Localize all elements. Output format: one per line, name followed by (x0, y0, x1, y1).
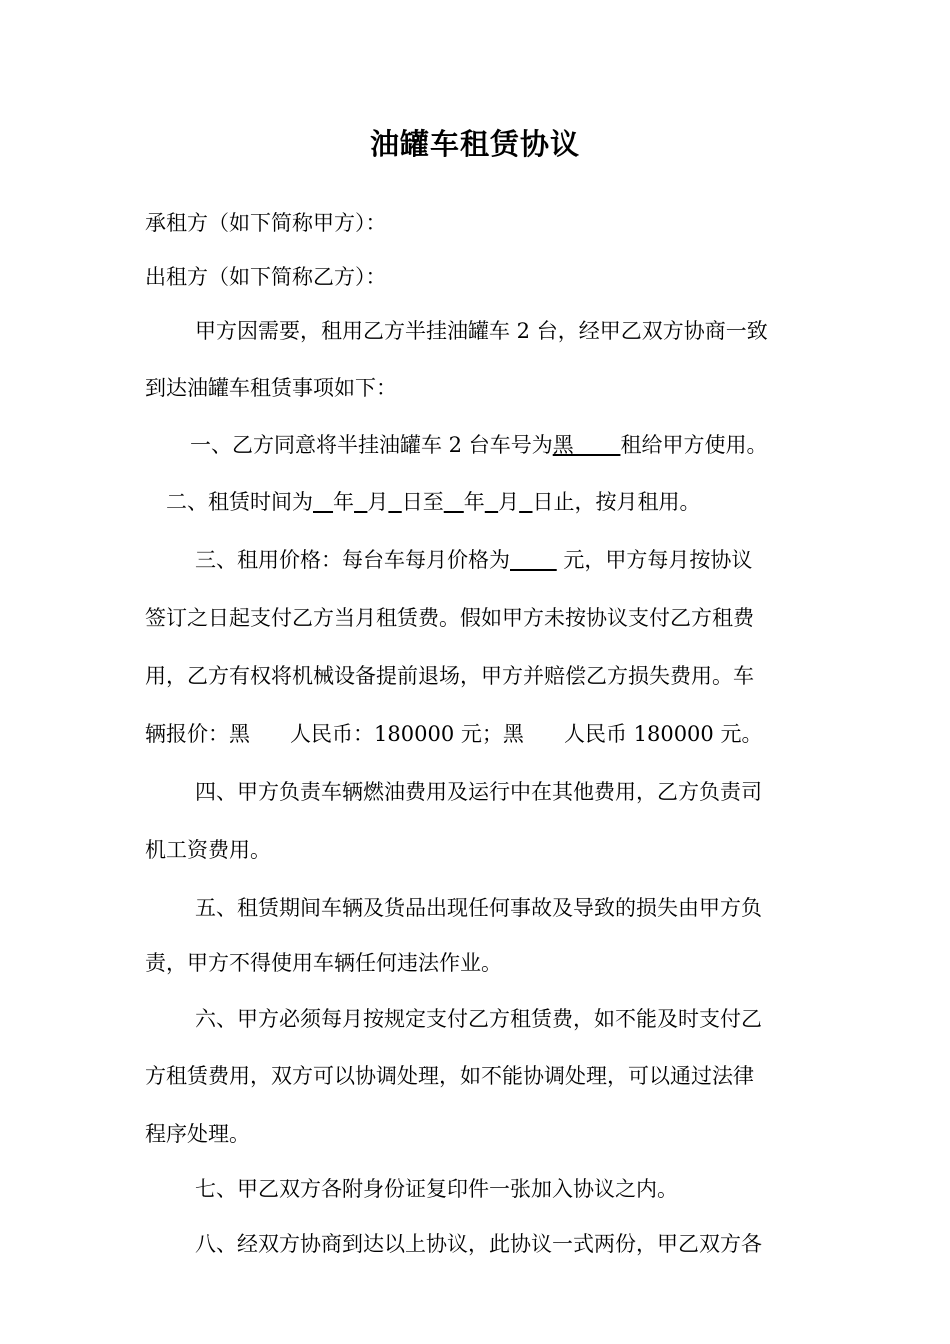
clause-8-line-1: 八、经双方协商到达以上协议，此协议一式两份，甲乙双方各 (195, 1232, 762, 1256)
clause-3-tail: 元，甲方每月按协议 (556, 548, 753, 572)
month-label-2: 月 (498, 490, 520, 514)
start-day-blank (388, 490, 401, 514)
clause-1-line (190, 430, 767, 460)
plate-number-blank: 黑 (552, 433, 621, 457)
end-year-blank (444, 490, 464, 514)
clause-6-line-2: 方租赁费用，双方可以协调处理，如不能协调处理，可以通过法律 (145, 1064, 754, 1088)
clause-4-line-1: 四、甲方负责车辆燃油费用及运行中在其他费用，乙方负责司 (195, 780, 762, 804)
clause-6-line-1: 六、甲方必须每月按规定支付乙方租赁费，如不能及时支付乙 (195, 1007, 762, 1031)
clause-1-text: 一、乙方同意将半挂油罐车 2 台车号为 (190, 433, 553, 457)
year-label: 年 (333, 490, 355, 514)
clause-4-line-2: 机工资费用。 (145, 838, 271, 862)
clause-1-tail: 租给甲方使用。 (620, 433, 768, 457)
clause-3-line-2: 签订之日起支付乙方当月租赁费。假如甲方未按协议支付乙方租费 (145, 606, 754, 630)
month-label: 月 (367, 490, 389, 514)
year-label-2: 年 (463, 490, 485, 514)
price-blank (510, 548, 557, 572)
clause-6-line-3: 程序处理。 (145, 1122, 250, 1146)
start-month-blank (354, 490, 367, 514)
intro-paragraph-line-1: 甲方因需要，租用乙方半挂油罐车 2 台，经甲乙双方协商一致 (195, 319, 768, 343)
clause-2-text: 二、租赁时间为 (166, 490, 313, 514)
clause-3-line-4: 辆报价：黑 人民币：180000 元；黑 人民币 180000 元。 (145, 722, 763, 746)
clause-2-line (166, 487, 701, 517)
clause-7-line: 七、甲乙双方各附身份证复印件一张加入协议之内。 (195, 1177, 678, 1201)
document-title: 油罐车租赁协议 (369, 127, 580, 161)
lessee-line: 承租方（如下简称甲方）： (145, 211, 387, 235)
clause-3-line-3: 用，乙方有权将机械设备提前退场，甲方并赔偿乙方损失费用。车 (145, 664, 754, 688)
lessor-line: 出租方（如下简称乙方）： (145, 265, 387, 289)
intro-paragraph-line-2: 到达油罐车租赁事项如下： (145, 376, 397, 400)
end-month-blank (485, 490, 498, 514)
clause-3-line-1 (195, 545, 752, 575)
clause-5-line-1: 五、租赁期间车辆及货品出现任何事故及导致的损失由甲方负 (195, 896, 762, 920)
clause-3-text: 三、租用价格：每台车每月价格为 (195, 548, 510, 572)
day-to-label: 日至 (401, 490, 444, 514)
start-year-blank (313, 490, 333, 514)
end-day-blank (519, 490, 532, 514)
clause-2-tail: 日止，按月租用。 (532, 490, 701, 514)
clause-5-line-2: 责，甲方不得使用车辆任何违法作业。 (145, 951, 502, 975)
